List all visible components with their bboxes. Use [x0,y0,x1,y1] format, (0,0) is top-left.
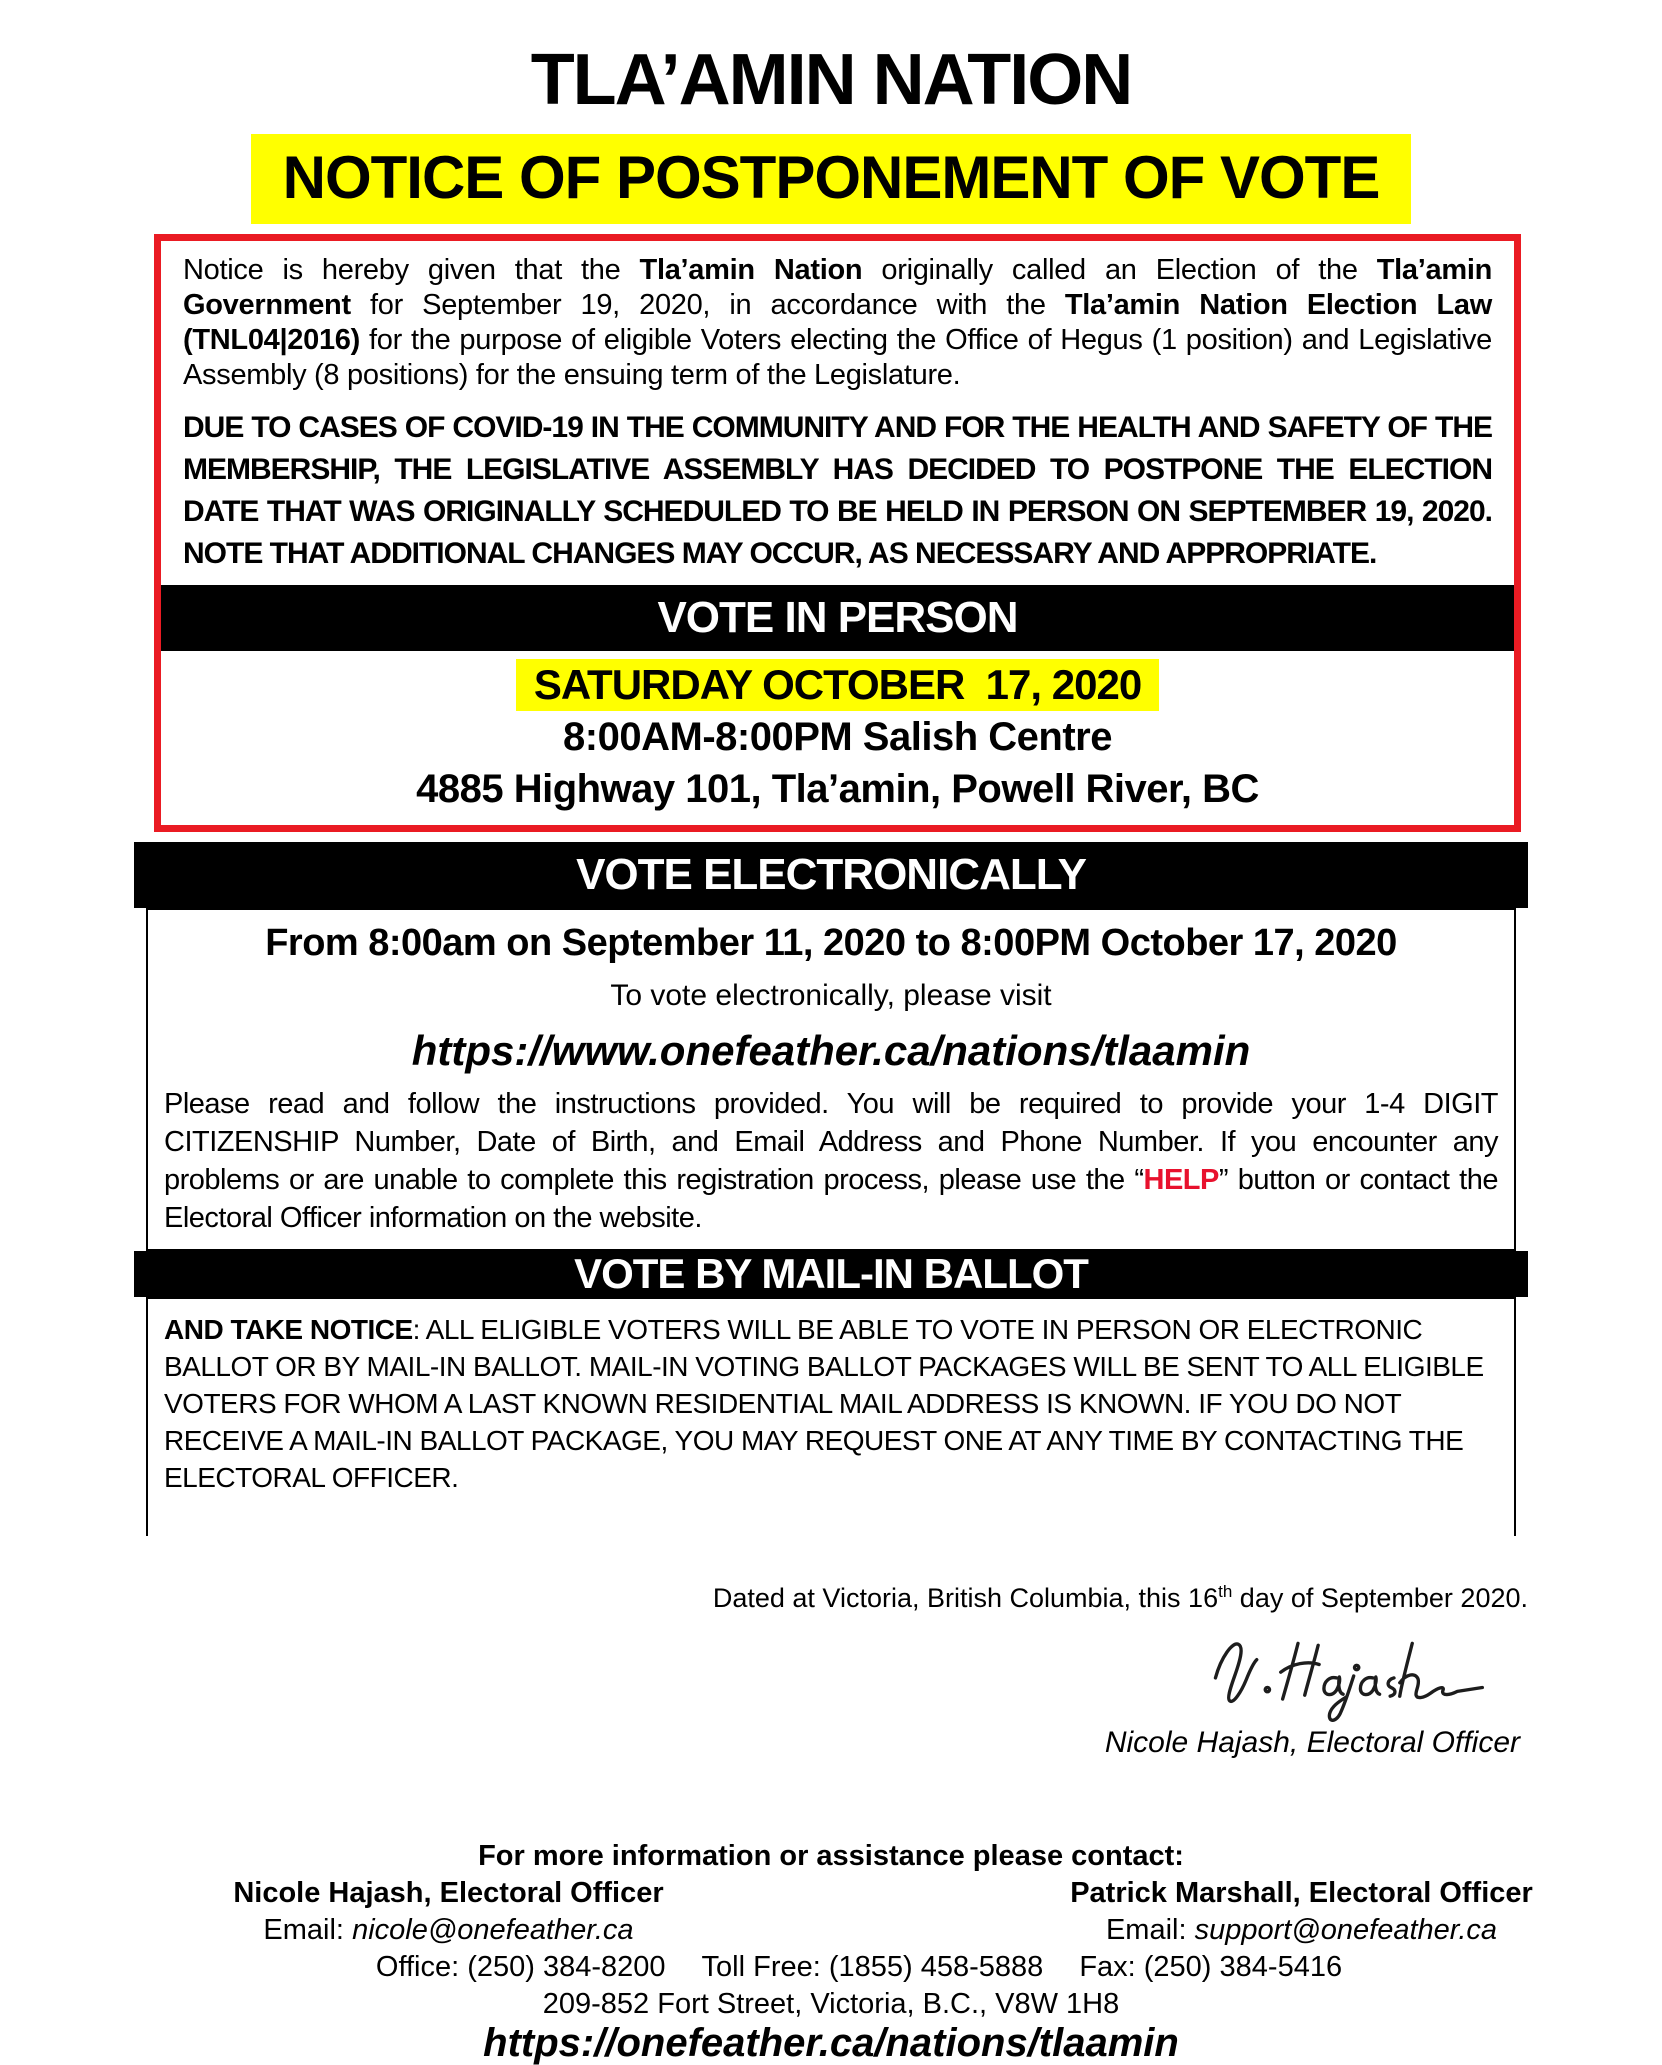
vote-by-mail-box [146,1297,1516,1536]
intro-seg4: for the purpose of eligible Voters electing the Office of Hegus (1 position) and Legislative Assembly (8 positions) for the ensuing term of the Legislature. [183,324,1492,391]
email-address: support@onefeather.ca [1194,1914,1498,1946]
instructions-seg2: ” button or contact the Electoral Officer information on the website. [164,1164,1498,1234]
electoral-officer-caption: Nicole Hajash, Electoral Officer [1104,1726,1520,1759]
intro-paragraph [161,241,1514,393]
dated-seg1: Dated at Victoria, British Columbia, this 16 [712,1583,1219,1613]
contact-section [66,1838,1596,2065]
fax-number: Fax: (250) 384-5416 [1079,1951,1343,1983]
vote-time-venue: 8:00AM-8:00PM Salish Centre [563,715,1112,759]
dated-seg2: day of September 2020. [1232,1583,1528,1613]
office-phone: Office: (250) 384-8200 [375,1951,666,1983]
intro-seg3: for September 19, 2020, in accordance with the [350,289,1065,321]
vote-by-mail-banner: VOTE BY MAIL-IN BALLOT [134,1251,1528,1297]
notice-document [66,40,1596,2065]
contact-street-address: 209-852 Fort Street, Victoria, B.C., V8W 1H8 [542,1988,1120,2020]
covid-postponement-paragraph: DUE TO CASES OF COVID-19 IN THE COMMUNITY AND FOR THE HEALTH AND SAFETY OF THE MEMBERSHIP, THE LEGISLATIVE ASSEMBLY HAS DECIDED TO POSTPONE THE ELECTION DATE THAT WAS ORIGINALLY SCHEDULED TO BE HELD IN PERSON ON SEPTEMBER 19, 2020. NOTE THAT ADDITIONAL CHANGES MAY OCCUR, AS NECESSARY AND APPROPRIATE. [183,411,1492,570]
contact-phone-row [94,1949,1624,1986]
vote-date-highlighted: SATURDAY OCTOBER 17, 2020 [516,659,1159,711]
vote-electronically-banner: VOTE ELECTRONICALLY [134,842,1528,908]
contact-left-column [66,1875,831,1949]
intro-seg1: Notice is hereby given that the [183,254,640,286]
intro-seg2: originally called an Election of the [862,254,1377,286]
intro-bold-election-law: Tla’amin Nation Election Law (TNL04|2016) [183,289,1492,356]
take-notice-rest: : ALL ELIGIBLE VOTERS WILL BE ABLE TO VOTE IN PERSON OR ELECTRONIC BALLOT OR BY MAIL-IN BALLOT. MAIL-IN VOTING BALLOT PACKAGES WILL BE SENT TO ALL ELIGIBLE VOTERS FOR WHOM A LAST KNOWN RESIDENTIAL MAIL ADDRESS IS KNOWN. IF YOU DO NOT RECEIVE A MAIL-IN BALLOT PACKAGE, YOU MAY REQUEST ONE AT ANY TIME BY CONTACTING THE ELECTORAL OFFICER. [164,1314,1484,1493]
voting-url: https://www.onefeather.ca/nations/tlaamin [411,1027,1251,1074]
vote-electronically-box [146,908,1516,1251]
handwritten-signature [1196,1628,1496,1724]
vote-in-person-date-row [161,659,1514,711]
instructions-seg1: Please read and follow the instructions provided. You will be required to provide your 1-4 DIGIT CITIZENSHIP Number, Date of Birth, and Email Address and Phone Number. If you encounter any problems or are unable to complete this registration process, please use the “ [164,1088,1498,1196]
intro-bold-nation: Tla’amin Nation [639,254,863,286]
contact-right-email [919,1912,1662,1949]
take-notice-bold: AND TAKE NOTICE [164,1314,413,1345]
help-button-mention: HELP [1143,1164,1219,1196]
email-label: Email: [263,1914,353,1946]
contact-right-column [919,1875,1662,1949]
contact-left-email [66,1912,831,1949]
electronic-instructions-paragraph [148,1085,1514,1249]
contact-heading: For more information or assistance please contact: [478,1840,1184,1872]
signature-row [66,1628,1496,1724]
vote-venue-address: 4885 Highway 101, Tla’amin, Powell River, BC [416,767,1259,811]
page-title: TLA’AMIN NATION [530,40,1132,120]
electronic-voting-period: From 8:00am on September 11, 2020 to 8:00PM October 17, 2020 [265,922,1397,964]
intro-bold-government: Tla’amin Government [183,254,1492,321]
contact-columns [66,1875,1596,1949]
main-notice-box [154,234,1521,832]
visit-instruction: To vote electronically, please visit [610,979,1052,1012]
mail-in-notice-paragraph [164,1311,1498,1496]
notice-title-highlighted: NOTICE OF POSTPONEMENT OF VOTE [251,134,1411,224]
contact-right-name: Patrick Marshall, Electoral Officer [1070,1877,1533,1909]
email-label: Email: [1105,1914,1195,1946]
contact-left-name: Nicole Hajash, Electoral Officer [233,1877,664,1909]
footer-website-url: https://onefeather.ca/nations/tlaamin [483,2021,1179,2065]
vote-in-person-banner: VOTE IN PERSON [161,585,1514,651]
dated-line [134,1582,1528,1614]
email-address: nicole@onefeather.ca [352,1914,634,1946]
dated-superscript: th [1218,1582,1233,1601]
toll-free-phone: Toll Free: (1855) 458-5888 [701,1951,1044,1983]
